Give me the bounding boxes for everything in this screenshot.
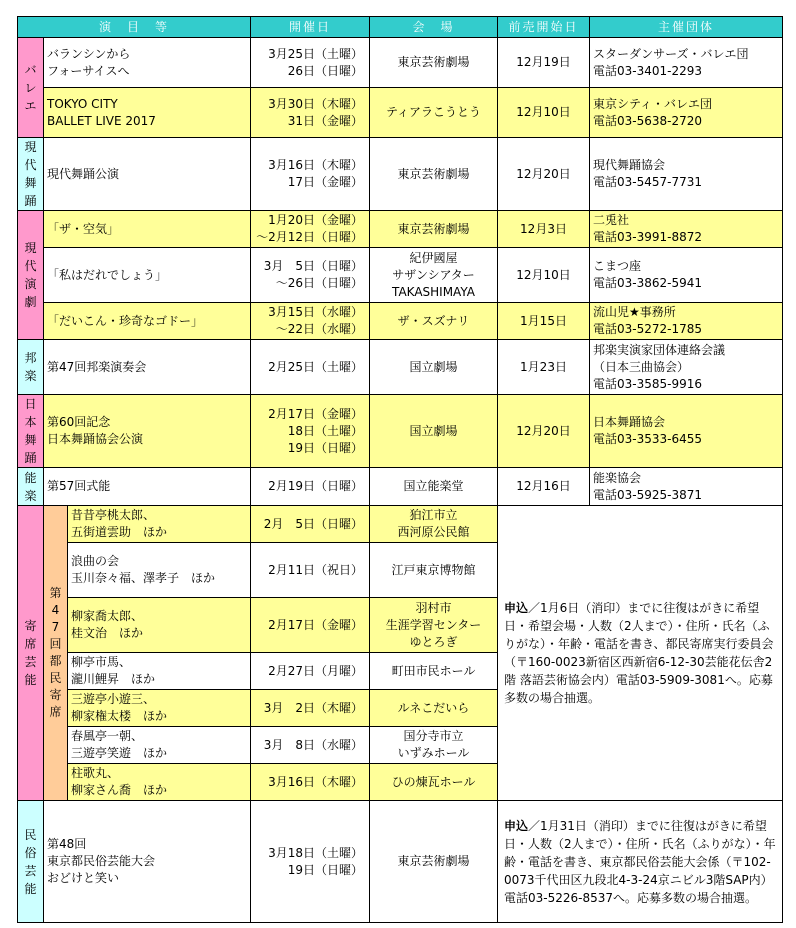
- program-title: 第47回邦楽演奏会: [44, 340, 251, 395]
- table-row: [18, 138, 783, 211]
- program-title: 「だいこん・珍奇なゴドー」: [44, 303, 251, 340]
- table-row: [18, 88, 783, 138]
- program-title: 「ザ・空気」: [44, 211, 251, 248]
- note-heading: 申込: [504, 818, 529, 833]
- event-dates: 2月 5日（日曜）: [251, 506, 370, 543]
- header-dates: 開催日: [251, 17, 370, 38]
- table-row: [18, 468, 783, 506]
- presale-date: 12月19日: [498, 38, 590, 88]
- table-row: [18, 211, 783, 248]
- venue: ザ・スズナリ: [370, 303, 498, 340]
- event-dates: 3月 8日（水曜）: [251, 727, 370, 764]
- note-body: ／1月31日（消印）までに往復はがきに希望日・人数（2人まで）・住所・氏名（ふりがな）・年齢・電話を書き、東京都民俗芸能大会係（〒102-0073千代田区九段北4-3-24京ニビル3階SAP内）電話03-5226-8537へ。応募多数の場合抽選。: [504, 818, 776, 905]
- header-row: [18, 17, 783, 38]
- program-title: 春風亭一朝、 三遊亭笑遊 ほか: [68, 727, 251, 764]
- venue: 紀伊國屋 サザンシアター TAKASHIMAYA: [370, 248, 498, 303]
- note-heading: 申込: [504, 601, 529, 615]
- category-hogaku: 邦 楽: [18, 340, 44, 395]
- presale-date: 12月16日: [498, 468, 590, 506]
- organizer: スターダンサーズ・バレエ団 電話03-3401-2293: [590, 38, 783, 88]
- event-dates: 3月 5日（日曜） ～26日（日曜）: [251, 248, 370, 303]
- program-title: 第48回 東京都民俗芸能大会 おどけと笑い: [44, 801, 251, 923]
- category-yose: 寄 席 芸 能: [18, 506, 44, 801]
- category-ballet: バ レ エ: [18, 38, 44, 138]
- event-dates: 3月18日（土曜） 19日（日曜）: [251, 801, 370, 923]
- event-table-container: [17, 16, 783, 923]
- note-body: ／1月6日（消印）までに往復はがきに希望日・希望会場・人数（2人まで）・住所・氏名（ふりがな）・年齢・電話を書き、都民寄席実行委員会（〒160-0023新宿区西新宿6-12-30芸能花伝舎2階 落語芸術協会内）電話03-5909-3081へ。応募多数の場合抽選。: [504, 601, 774, 705]
- organizer: 東京シティ・バレエ団 電話03-5638-2720: [590, 88, 783, 138]
- program-title: 第57回式能: [44, 468, 251, 506]
- venue: 国立劇場: [370, 340, 498, 395]
- table-row: [18, 303, 783, 340]
- event-dates: 3月15日（水曜） ～22日（水曜）: [251, 303, 370, 340]
- presale-date: 12月10日: [498, 88, 590, 138]
- organizer: 能楽協会 電話03-5925-3871: [590, 468, 783, 506]
- event-schedule-table: [17, 16, 783, 923]
- venue: 国分寺市立 いずみホール: [370, 727, 498, 764]
- event-dates: 2月17日（金曜）: [251, 598, 370, 653]
- presale-date: 1月15日: [498, 303, 590, 340]
- venue: 狛江市立 西河原公民館: [370, 506, 498, 543]
- event-dates: 2月19日（日曜）: [251, 468, 370, 506]
- table-row: [18, 340, 783, 395]
- header-presale: 前売開始日: [498, 17, 590, 38]
- subcategory-tomin-yose: 第 4 7 回 都 民 寄 席: [44, 506, 68, 801]
- program-title: 現代舞踊公演: [44, 138, 251, 211]
- event-dates: 3月16日（木曜） 17日（金曜）: [251, 138, 370, 211]
- header-venue: 会 場: [370, 17, 498, 38]
- organizer: 邦楽実演家団体連絡会議 （日本三曲協会） 電話03-3585-9916: [590, 340, 783, 395]
- presale-date: 12月20日: [498, 138, 590, 211]
- header-program: 演 目 等: [18, 17, 251, 38]
- table-row: [18, 38, 783, 88]
- venue: ティアラこうとう: [370, 88, 498, 138]
- event-dates: 3月30日（木曜） 31日（金曜）: [251, 88, 370, 138]
- category-minzoku: 民 俗 芸 能: [18, 801, 44, 923]
- program-title: バランシンから フォーサイスへ: [44, 38, 251, 88]
- organizer: 流山児★事務所 電話03-5272-1785: [590, 303, 783, 340]
- event-dates: 3月25日（土曜） 26日（日曜）: [251, 38, 370, 88]
- program-title: 柳家喬太郎、 桂文治 ほか: [68, 598, 251, 653]
- program-title: 「私はだれでしょう」: [44, 248, 251, 303]
- venue: ルネこだいら: [370, 690, 498, 727]
- event-dates: 2月17日（金曜） 18日（土曜） 19日（日曜）: [251, 395, 370, 468]
- event-dates: 2月25日（土曜）: [251, 340, 370, 395]
- event-dates: 2月11日（祝日）: [251, 543, 370, 598]
- organizer: 現代舞踊協会 電話03-5457-7731: [590, 138, 783, 211]
- venue: 羽村市 生涯学習センター ゆとろぎ: [370, 598, 498, 653]
- venue: 国立劇場: [370, 395, 498, 468]
- presale-date: 1月23日: [498, 340, 590, 395]
- header-organizer: 主催団体: [590, 17, 783, 38]
- yose-application-note: [498, 506, 783, 801]
- program-title: 柳亭市馬、 瀧川鯉昇 ほか: [68, 653, 251, 690]
- program-title: 昔昔亭桃太郎、 五街道雲助 ほか: [68, 506, 251, 543]
- venue: 東京芸術劇場: [370, 801, 498, 923]
- program-title: 第60回記念 日本舞踊協会公演: [44, 395, 251, 468]
- table-row: [18, 395, 783, 468]
- table-row: [18, 248, 783, 303]
- venue: 東京芸術劇場: [370, 138, 498, 211]
- category-modern-theater: 現 代 演 劇: [18, 211, 44, 340]
- venue: 東京芸術劇場: [370, 211, 498, 248]
- category-noh: 能 楽: [18, 468, 44, 506]
- presale-date: 12月20日: [498, 395, 590, 468]
- organizer: 二兎社 電話03-3991-8872: [590, 211, 783, 248]
- event-dates: 3月 2日（木曜）: [251, 690, 370, 727]
- program-title: 浪曲の会 玉川奈々福、澤孝子 ほか: [68, 543, 251, 598]
- program-title: 三遊亭小遊三、 柳家権太楼 ほか: [68, 690, 251, 727]
- venue: 町田市民ホール: [370, 653, 498, 690]
- organizer: こまつ座 電話03-3862-5941: [590, 248, 783, 303]
- venue: 江戸東京博物館: [370, 543, 498, 598]
- category-nihon-buyo: 日 本 舞 踊: [18, 395, 44, 468]
- minzoku-application-note: [498, 801, 783, 923]
- table-row: [18, 801, 783, 923]
- program-title: TOKYO CITY BALLET LIVE 2017: [44, 88, 251, 138]
- table-row: [18, 506, 783, 543]
- organizer: 日本舞踊協会 電話03-3533-6455: [590, 395, 783, 468]
- event-dates: 1月20日（金曜） ～2月12日（日曜）: [251, 211, 370, 248]
- presale-date: 12月10日: [498, 248, 590, 303]
- venue: ひの煉瓦ホール: [370, 764, 498, 801]
- presale-date: 12月3日: [498, 211, 590, 248]
- program-title: 柱歌丸、 柳家さん喬 ほか: [68, 764, 251, 801]
- venue: 国立能楽堂: [370, 468, 498, 506]
- event-dates: 2月27日（月曜）: [251, 653, 370, 690]
- event-dates: 3月16日（木曜）: [251, 764, 370, 801]
- category-modern-dance: 現 代 舞 踊: [18, 138, 44, 211]
- venue: 東京芸術劇場: [370, 38, 498, 88]
